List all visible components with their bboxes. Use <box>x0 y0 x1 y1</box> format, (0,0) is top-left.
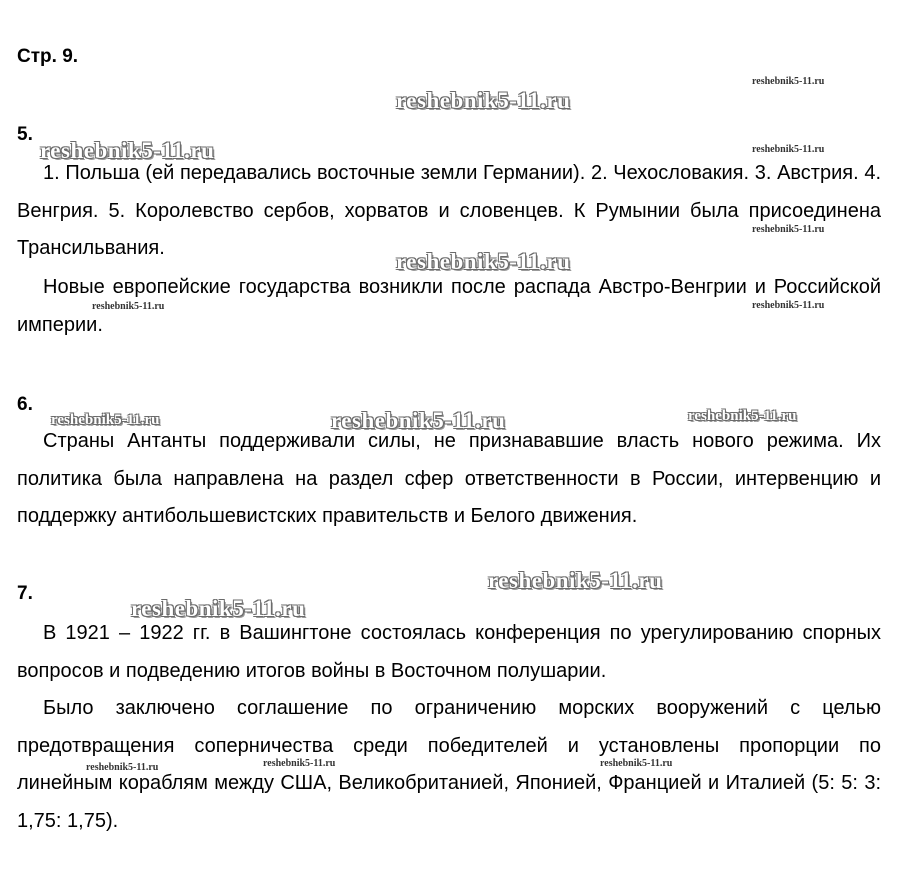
answer-6-paragraph-1: Страны Антанты поддерживали силы, не признававшие власть нового режима. Их политика была направлена на раздел сфер ответственности в России, интервенцию и поддержку антибольшевистских правительств и Белого движения. <box>17 430 881 527</box>
watermark: reshebnik5-11.ru <box>86 762 159 773</box>
watermark: reshebnik5-11.ru <box>131 596 306 621</box>
watermark: reshebnik5-11.ru <box>752 76 825 87</box>
watermark: reshebnik5-11.ru <box>752 300 825 311</box>
page-heading: Стр. 9. <box>17 46 79 67</box>
question-number-6: 6. <box>17 394 33 415</box>
watermark: reshebnik5-11.ru <box>488 568 663 593</box>
answer-5-paragraph-2: Новые европейские государства возникли после распада Австро-Венгрии и Российской империи. <box>17 276 881 336</box>
watermark: reshebnik5-11.ru <box>752 144 825 155</box>
question-number-7: 7. <box>17 583 33 604</box>
watermark: reshebnik5-11.ru <box>51 412 160 428</box>
watermark: reshebnik5-11.ru <box>752 224 825 235</box>
answer-5-paragraph-1: 1. Польша (ей передавались восточные земли Германии). 2. Чехословакия. 3. Австрия. 4. Венгрия. 5. Королевство сербов, хорватов и словенцев. К Румынии была присоединена Трансильвания. <box>17 162 881 259</box>
answer-7-paragraph-2: Было заключено соглашение по ограничению морских вооружений с целью предотвращения соперничества среди победителей и установлены пропорции по линейным кораблям между США, Великобританией, Японией, Францией и Италией (5: 5: 3: 1,75: 1,75). <box>17 697 881 832</box>
watermark: reshebnik5-11.ru <box>263 758 336 769</box>
watermark: reshebnik5-11.ru <box>92 301 165 312</box>
watermark: reshebnik5-11.ru <box>396 88 571 113</box>
watermark: reshebnik5-11.ru <box>688 408 797 424</box>
answer-7-paragraph-1: В 1921 – 1922 гг. в Вашингтоне состоялась конференция по урегулированию спорных вопросов и подведению итогов войны в Восточном полушарии. <box>17 622 881 682</box>
watermark: reshebnik5-11.ru <box>331 408 506 433</box>
watermark: reshebnik5-11.ru <box>40 138 215 163</box>
question-number-5: 5. <box>17 124 33 145</box>
watermark: reshebnik5-11.ru <box>600 758 673 769</box>
watermark: reshebnik5-11.ru <box>396 249 571 274</box>
